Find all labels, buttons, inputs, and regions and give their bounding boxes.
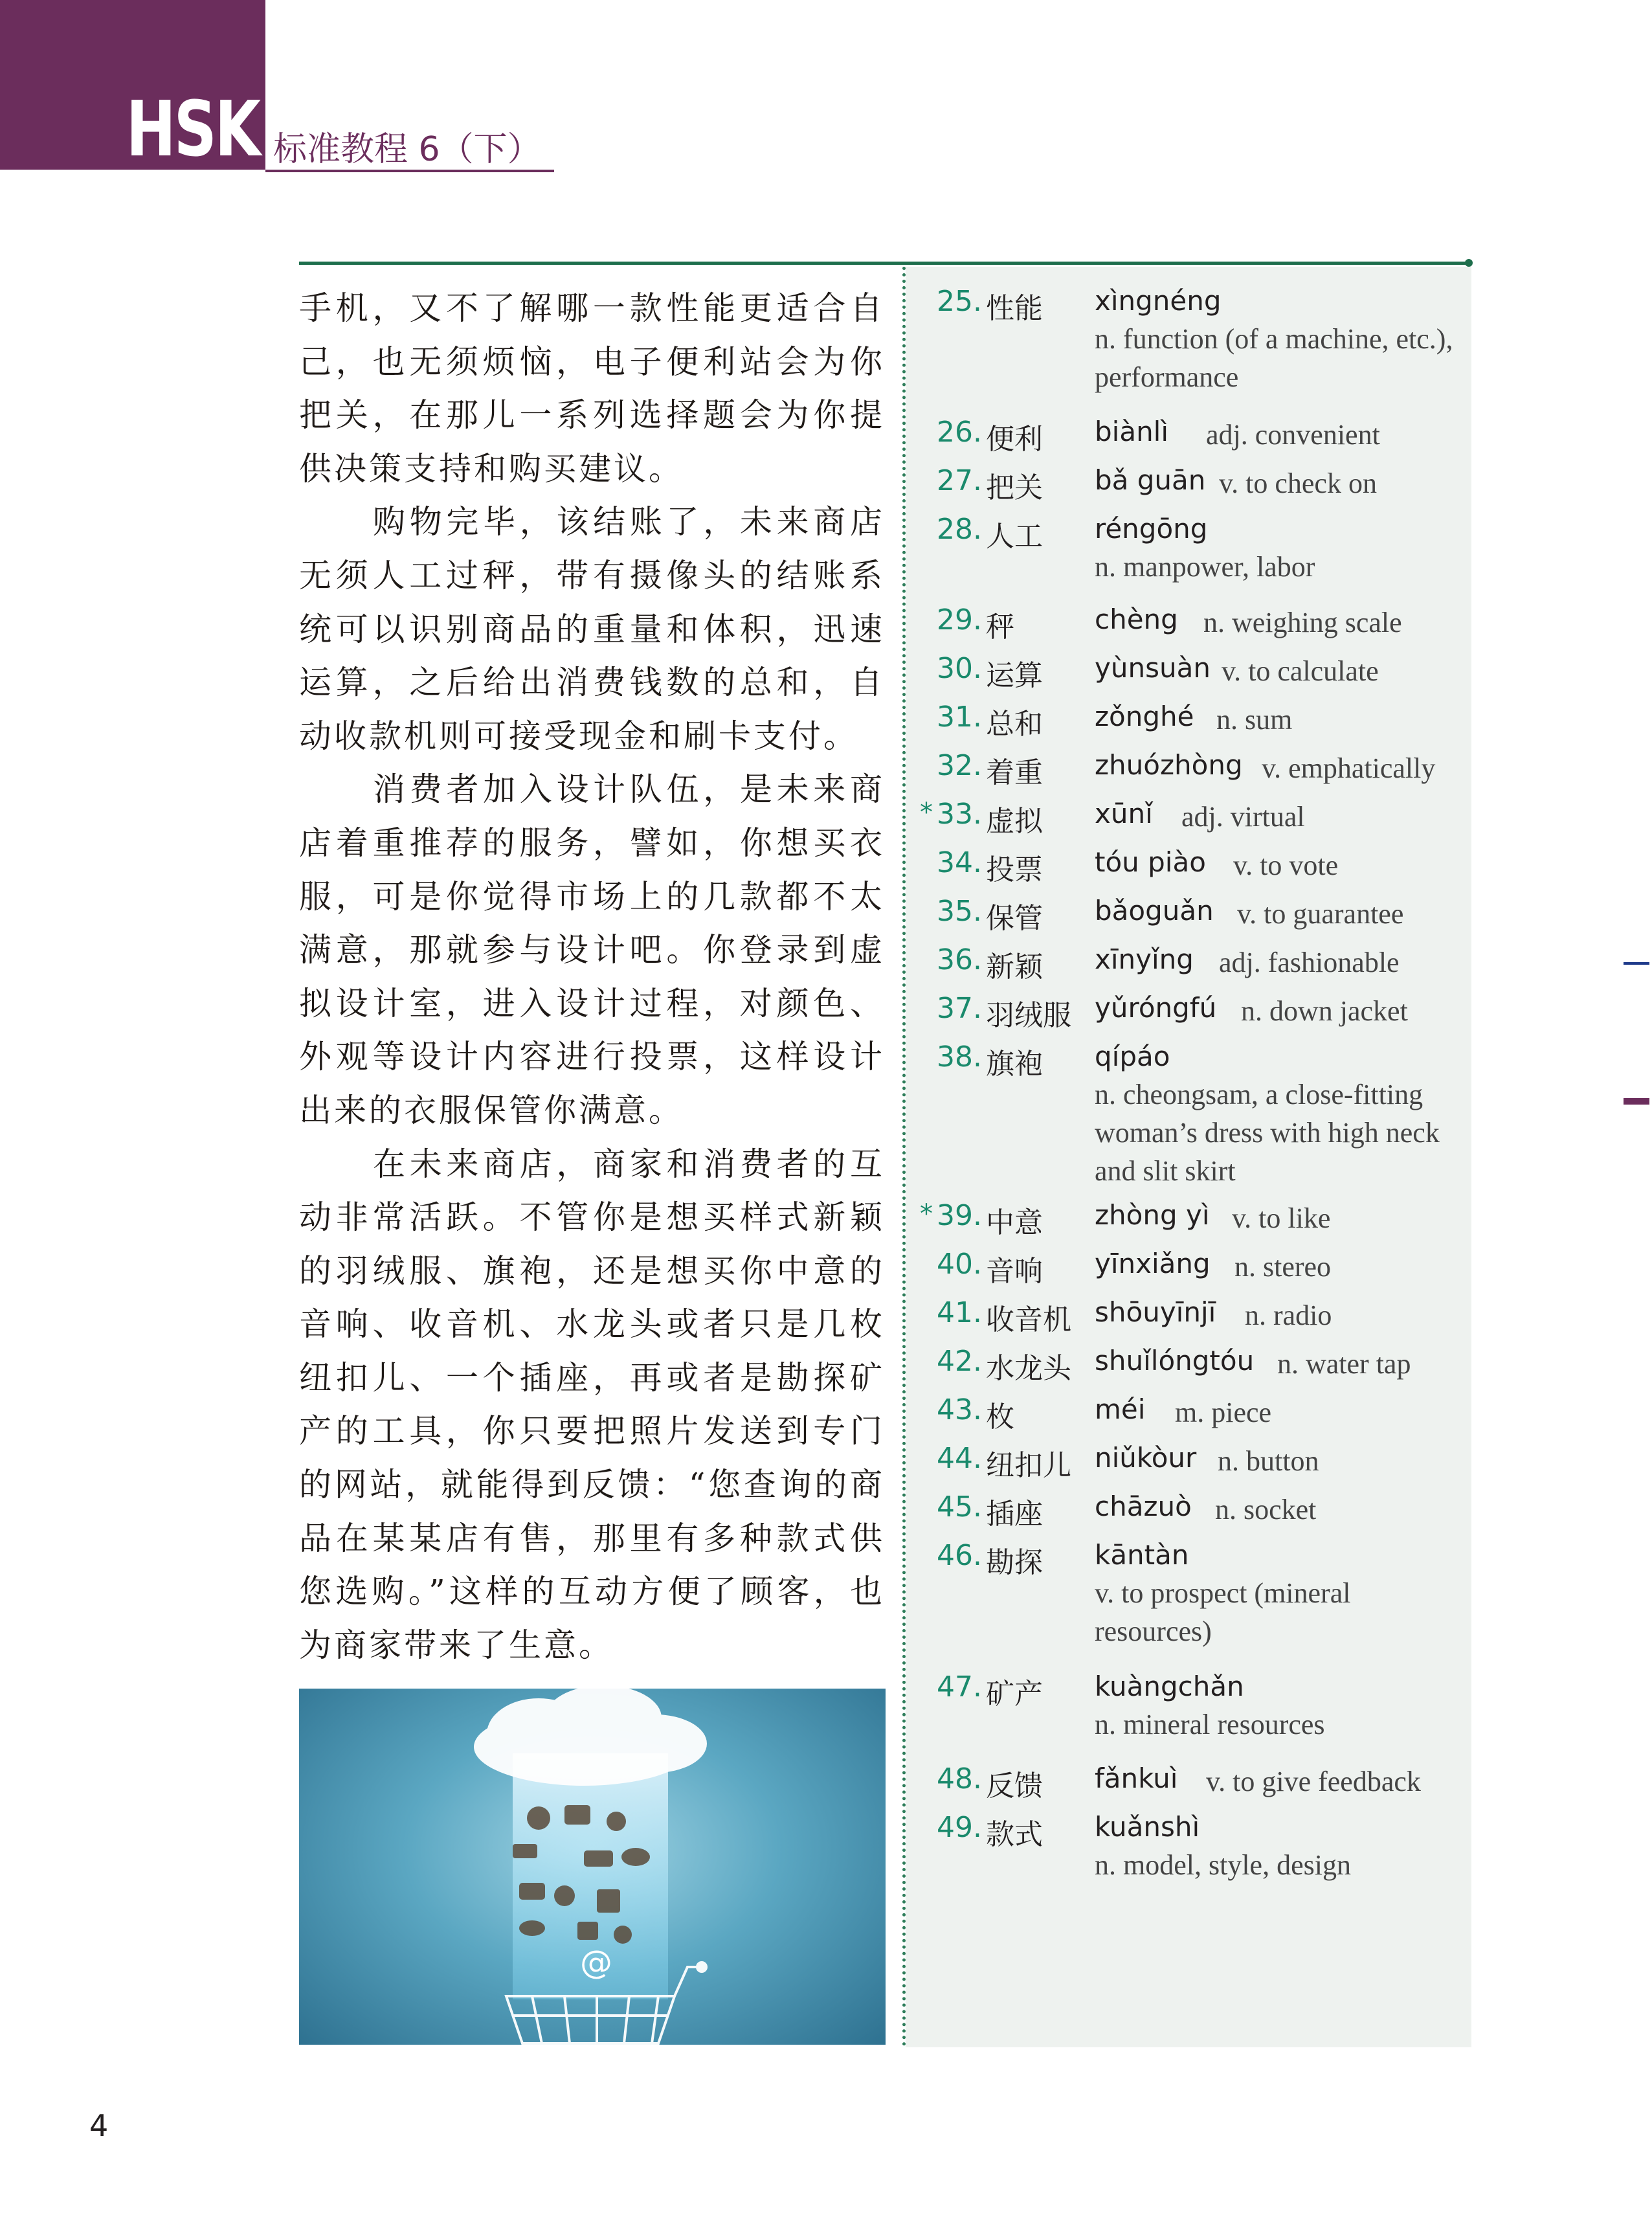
vocab-number: 27.	[937, 464, 982, 497]
vocab-pinyin: kuǎnshì	[1095, 1811, 1200, 1843]
vocab-number: 30.	[937, 652, 982, 685]
vocab-pinyin: réngōng	[1095, 513, 1208, 545]
vocab-word: 中意	[986, 1206, 1043, 1239]
vocab-pinyin: shōuyīnjī	[1095, 1296, 1216, 1328]
top-rule-dot	[1465, 259, 1473, 267]
vocab-definition: n. mineral resources	[1095, 1709, 1325, 1740]
vocab-number: 39.	[937, 1199, 982, 1232]
vocab-number: 31.	[937, 701, 982, 734]
vocab-word: 插座	[986, 1498, 1043, 1531]
passage-paragraph: 消费者加入设计队伍，是未来商店着重推荐的服务，譬如，你想买衣服，可是你觉得市场上的几款都不太满意，那就参与设计吧。你登录到虚拟设计室，进入设计过程，对颜色、外观等设计内容进行投票，这样设计出来的衣服保管你满意。	[299, 770, 885, 1129]
vocab-word: 性能	[986, 292, 1043, 325]
vocab-definition: n. water tap	[1277, 1348, 1411, 1380]
vocab-definition: n. socket	[1215, 1494, 1317, 1525]
vocab-definition: n. stereo	[1234, 1251, 1332, 1283]
vocab-word: 运算	[986, 659, 1043, 692]
vocab-pinyin: shuǐlóngtóu	[1095, 1345, 1255, 1377]
vocab-number: 43.	[937, 1393, 982, 1426]
vocab-definition: v. to prospect (mineral resources)	[1095, 1577, 1351, 1647]
vocab-number: 41.	[937, 1296, 982, 1329]
passage-paragraph: 购物完毕，该结账了，未来商店无须人工过秤，带有摄像头的结账系统可以识别商品的重量和体积，迅速运算，之后给出消费钱数的总和，自动收款机则可接受现金和刷卡支付。	[299, 503, 885, 755]
vocab-definition: adj. convenient	[1206, 419, 1380, 451]
page-number: 4	[89, 2108, 109, 2143]
vocab-definition: v. to check on	[1219, 467, 1377, 499]
vocab-word: 保管	[986, 902, 1043, 935]
vocab-pinyin: yǔróngfú	[1095, 992, 1217, 1024]
vocab-word: 新颖	[986, 950, 1043, 984]
vocab-definition: v. to calculate	[1222, 655, 1379, 687]
vocab-pinyin: yùnsuàn	[1095, 652, 1211, 684]
vocab-definition: adj. virtual	[1181, 801, 1305, 833]
passage-paragraph: 在未来商店，商家和消费者的互动非常活跃。不管你是想买样式新颖的羽绒服、旗袍，还是想买你中意的音响、收音机、水龙头或者只是几枚纽扣儿、一个插座，再或者是勘探矿产的工具，你只要把照片发送到专门的网站，就能得到反馈：“您查询的商品在某某店有售，那里有多种款式供您选购。”这样的互动方便了顾客，也为商家带来了生意。	[299, 1145, 885, 1664]
vocab-number: 45.	[937, 1490, 982, 1523]
vocab-word: 收音机	[986, 1303, 1071, 1336]
vocab-number: 47.	[937, 1670, 982, 1703]
vocab-pinyin: tóu piào	[1095, 846, 1206, 878]
vocab-word: 人工	[986, 520, 1043, 553]
vocab-definition: m. piece	[1175, 1397, 1272, 1428]
vocab-pinyin: kuàngchǎn	[1095, 1670, 1244, 1702]
vocab-word: 音响	[986, 1255, 1043, 1288]
vocab-word: 款式	[986, 1818, 1043, 1851]
vocab-word: 纽扣儿	[986, 1449, 1071, 1482]
vocab-pinyin: chèng	[1095, 603, 1178, 635]
vocab-word: 水龙头	[986, 1352, 1071, 1385]
vocab-star-mark: *	[920, 798, 933, 827]
vocab-definition: n. weighing scale	[1203, 607, 1402, 638]
vocab-number: 29.	[937, 603, 982, 636]
vocab-pinyin: yīnxiǎng	[1095, 1248, 1211, 1279]
vocab-definition: adj. fashionable	[1219, 947, 1400, 978]
vocab-word: 旗袍	[986, 1048, 1043, 1081]
vocab-definition: n. radio	[1245, 1299, 1332, 1331]
vocab-word: 羽绒服	[986, 999, 1071, 1032]
vocab-pinyin: xìngnéng	[1095, 285, 1222, 317]
vocab-pinyin: xīnyǐng	[1095, 943, 1194, 975]
vocab-pinyin: bǎ guān	[1095, 464, 1206, 496]
vocab-number: 37.	[937, 992, 982, 1025]
top-rule	[299, 262, 1469, 265]
vocab-pinyin: méi	[1095, 1393, 1146, 1425]
edge-tab-mark	[1624, 962, 1649, 965]
cloud-icon	[474, 1689, 707, 1786]
vocab-star-mark: *	[920, 1199, 933, 1229]
vocab-definition: v. to like	[1232, 1202, 1331, 1234]
vocab-definition: n. down jacket	[1241, 995, 1408, 1027]
vocab-definition: n. sum	[1216, 704, 1293, 736]
vocab-pinyin: kāntàn	[1095, 1539, 1189, 1571]
vocab-definition: n. cheongsam, a close-fitting woman’s dress with high neck and slit skirt	[1095, 1079, 1440, 1187]
vocab-number: 48.	[937, 1762, 982, 1795]
vocab-word: 把关	[986, 471, 1043, 504]
vocab-number: 46.	[937, 1539, 982, 1572]
edge-tab-mark	[1624, 1098, 1649, 1105]
vocab-pinyin: xūnǐ	[1095, 798, 1153, 829]
book-title: 标准教程 6（下）	[273, 130, 541, 169]
passage-paragraph: 手机，又不了解哪一款性能更适合自己，也无须烦恼，电子便利站会为你把关，在那儿一系列选择题会为你提供决策支持和购买建议。	[299, 289, 885, 488]
at-symbol: @	[580, 1944, 612, 1981]
vocab-number: 26.	[937, 416, 982, 449]
vocab-number: 33.	[937, 798, 982, 831]
vocabulary-panel	[906, 267, 1471, 2047]
vocab-pinyin: zhòng yì	[1095, 1199, 1210, 1231]
vocab-number: 44.	[937, 1442, 982, 1475]
vocab-definition: n. manpower, labor	[1095, 551, 1315, 583]
vocab-definition: v. emphatically	[1262, 752, 1436, 784]
vocab-word: 投票	[986, 853, 1043, 886]
vocab-word: 秤	[986, 611, 1014, 644]
vocab-definition: v. to give feedback	[1206, 1766, 1421, 1797]
vocab-word: 总和	[986, 708, 1043, 741]
vocab-number: 28.	[937, 513, 982, 546]
vocab-pinyin: qípáo	[1095, 1040, 1170, 1072]
vocab-number: 32.	[937, 749, 982, 782]
vocab-number: 35.	[937, 895, 982, 928]
header-underline	[265, 170, 554, 172]
vocab-word: 虚拟	[986, 805, 1043, 838]
vocab-number: 40.	[937, 1248, 982, 1281]
vocab-word: 勘探	[986, 1546, 1043, 1579]
vocab-word: 便利	[986, 423, 1043, 456]
vocab-pinyin: chāzuò	[1095, 1490, 1192, 1522]
vocab-pinyin: zǒnghé	[1095, 701, 1194, 732]
vocab-number: 25.	[937, 285, 982, 318]
vocab-number: 49.	[937, 1811, 982, 1844]
vocab-definition: n. button	[1218, 1445, 1319, 1477]
vocab-number: 38.	[937, 1040, 982, 1074]
vocab-pinyin: bǎoguǎn	[1095, 895, 1214, 927]
vocab-pinyin: niǔkòur	[1095, 1442, 1197, 1474]
hsk-logo: HSK	[126, 84, 259, 174]
vocab-pinyin: fǎnkuì	[1095, 1762, 1178, 1794]
shopping-cloud-illustration	[299, 1689, 886, 2045]
vocab-number: 34.	[937, 846, 982, 879]
vocab-word: 反馈	[986, 1770, 1043, 1803]
vocab-word: 枚	[986, 1400, 1014, 1433]
vocab-word: 矿产	[986, 1678, 1043, 1711]
vocab-word: 着重	[986, 756, 1043, 789]
vocab-number: 42.	[937, 1345, 982, 1378]
vocab-pinyin: biànlì	[1095, 416, 1169, 447]
vocab-definition: v. to vote	[1233, 849, 1339, 881]
reading-passage	[299, 282, 885, 1672]
vocab-number: 36.	[937, 943, 982, 976]
vocab-pinyin: zhuózhòng	[1095, 749, 1243, 781]
vocab-definition: v. to guarantee	[1237, 898, 1404, 930]
vocab-definition: n. function (of a machine, etc.), performance	[1095, 323, 1453, 393]
vocab-definition: n. model, style, design	[1095, 1849, 1351, 1881]
